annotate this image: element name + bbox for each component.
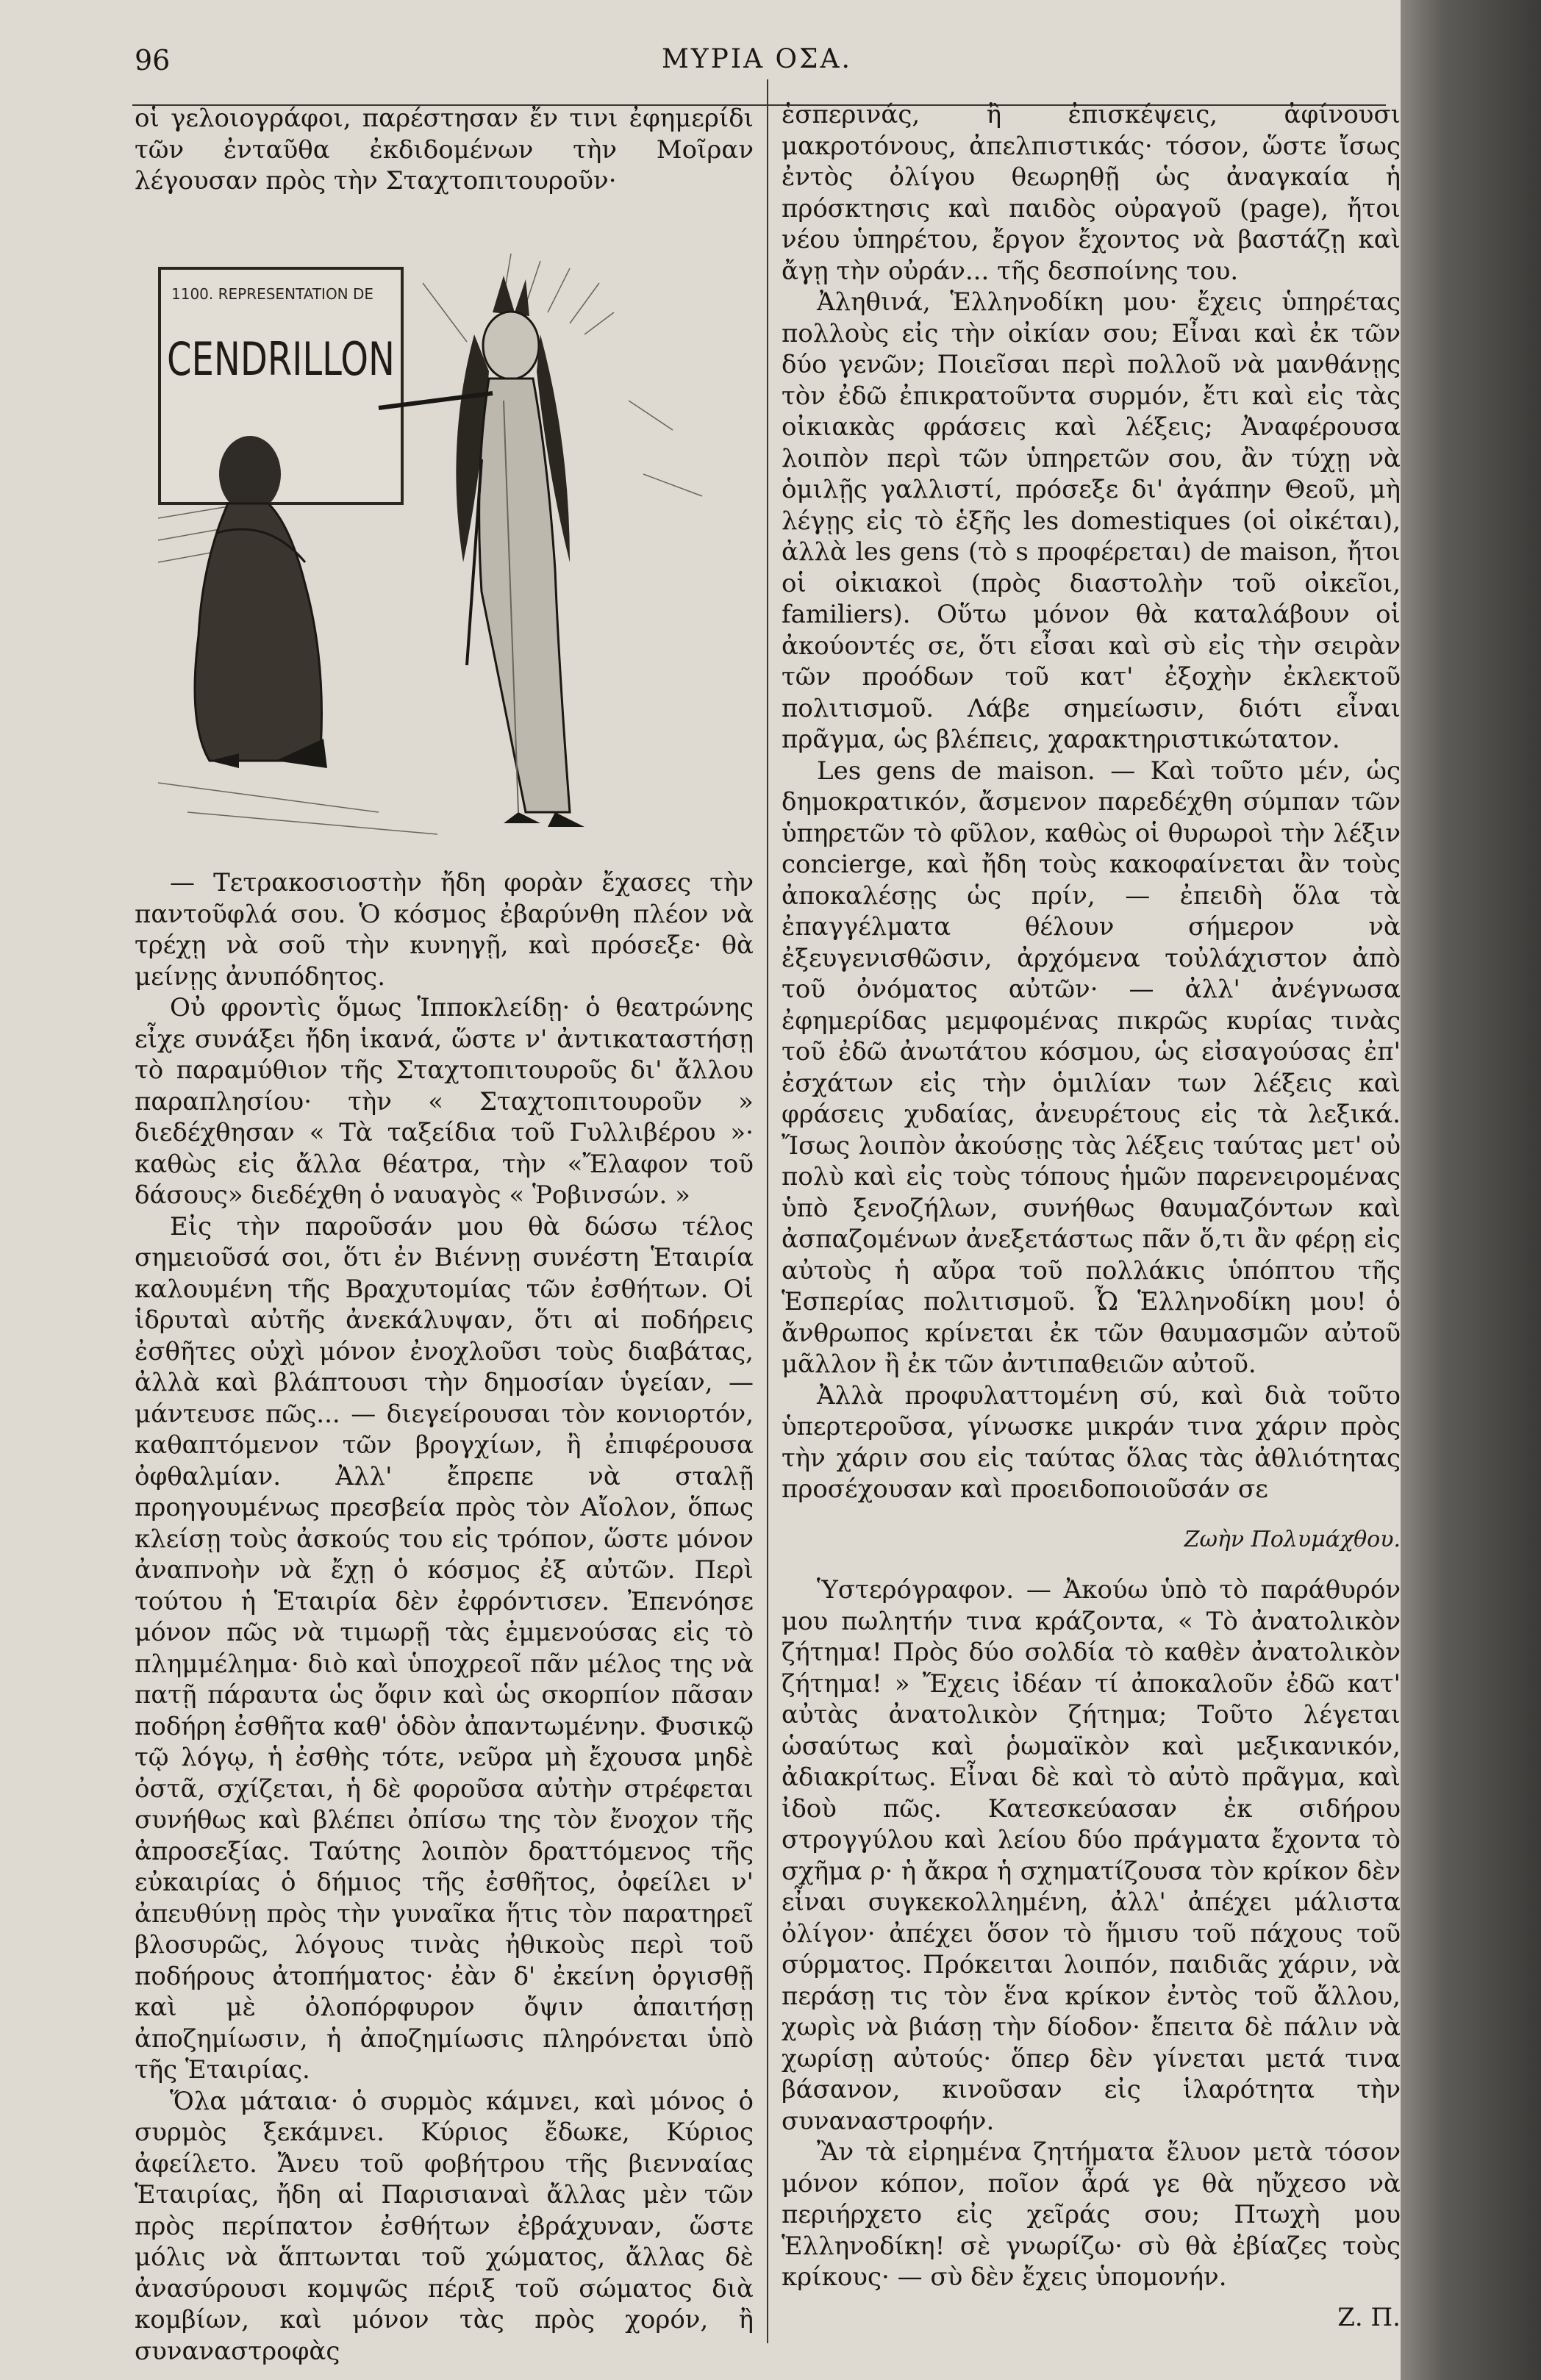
left-paragraph-1: — Τετρακοσιοστὴν ἤδη φορὰν ἔχασες τὴν παντοῦφλά σου. Ὁ κόσμος ἐβαρύνθη πλέον νὰ τρέχῃ νὰ σοῦ τὴν κυνηγῇ, καὶ πρόσεξε· θὰ μείνῃς ἀνυπόδητος. (135, 868, 754, 992)
left-paragraph-2: Οὐ φροντὶς ὅμως Ἱπποκλείδῃ· ὁ θεατρώνης εἶχε συνάξει ἤδη ἱκανά, ὥστε ν' ἀντικαταστήσῃ τὸ παραμύθιον τῆς Σταχτοπιτουροῦς δι' ἄλλου παραπλησίου· τὴν « Σταχτοπιτουροῦν » διεδέχθησαν « Τὰ ταξείδια τοῦ Γυλλιβέρου »· καθὼς εἰς ἄλλα θέατρα, τὴν «Ἔλαφον τοῦ δάσους» διεδέχθη ὁ ναυαγὸς « Ῥοβινσών. » (135, 993, 754, 1210)
postscript-paragraph-2: Ἂν τὰ εἰρημένα ζητήματα ἔλυον μετὰ τόσον μόνον κόπον, ποῖον ἆρά γε θὰ ηὔχεσο νὰ περιήρχετο εἰς χεῖράς σου; Πτωχὴ μου Ἑλληνοδίκη! σὲ γνωρίζω· σὺ θὰ ἐβίαζες τοὺς κρίκους· — σὺ δὲν ἔχεις ὑπομονήν. (782, 2137, 1401, 2292)
left-paragraph-3: Εἰς τὴν παροῦσάν μου θὰ δώσω τέλος σημειοῦσά σοι, ὅτι ἐν Βιέννῃ συνέστη Ἑταιρία καλουμένη τῆς Βραχυτομίας τῶν ἐσθήτων. Οἱ ἱδρυταὶ αὐτῆς ἀνεκάλυψαν, ὅτι αἱ ποδήρεις ἐσθῆτες οὐχὶ μόνον ἐνοχλοῦσι τοὺς διαβάτας, ἀλλὰ καὶ βλάπτουσι τὴν δημοσίαν ὑγείαν, — μάντευσε πῶς... — διεγείρουσαι τὸν κονιορτόν, καθαπτόμενον τῶν βρογχίων, ἢ ἐπιφέρουσα ὀφθαλμίαν. Ἀλλ' ἔπρεπε νὰ σταλῇ προηγουμένως πρεσβεία πρὸς τὸν Αἴολον, ὅπως κλείσῃ τοὺς ἀσκούς του εἰς τρόπον, ὥστε μόνον ἀναπνοὴν νὰ ἔχῃ ὁ κόσμος ἐξ αὐτῶν. Περὶ τούτου ἡ Ἑταιρία δὲν ἐφρόντισεν. Ἐπενόησε μόνον πῶς νὰ τιμωρῇ τὰς ἐμμενούσας εἰς τὸ πλημμέλημα· διὸ καὶ ὑποχρεοῖ πᾶν μέλος της νὰ πατῇ πάραυτα ὡς ὄφιν καὶ ὡς σκορπίον πᾶσαν ποδήρη ἐσθῆτα καθ' ὁδὸν ἀπαντωμένην. Φυσικῷ τῷ λόγῳ, ἡ ἐσθὴς τότε, νεῦρα μὴ ἔχουσα μηδὲ ὀστᾶ, σχίζεται, ἡ δὲ φοροῦσα αὐτὴν στρέφεται συνήθως καὶ βλέπει ὀπίσω της τὸν ἔνοχον τῆς ἀπροσεξίας. Ταύτης λοιπὸν δραττόμενος τῆς εὐκαιρίας ὁ δήμιος τῆς ἐσθῆτος, ὀφείλει ν' ἀπευθύνῃ πρὸς τὴν γυναῖκα ἥτις τὸν παρατηρεῖ βλοσυρῶς, λόγους τινὰς ἠθικοὺς περὶ τοῦ ποδήρους ἀτοπήματος· ἐὰν δ' ἐκείνη ὀργισθῇ καὶ μὲ ὀλοπόρφυρον ὄψιν ἀπαιτήσῃ ἀποζημίωσιν, ἡ ἀποζημίωσις πληρόνεται ὑπὸ τῆς Ἑταιρίας. (135, 1211, 754, 2085)
fairy-figure (379, 276, 584, 827)
poster-small-text: 1100. REPRESENTATION DE (171, 285, 374, 303)
left-column (135, 867, 754, 2367)
right-paragraph-1: ἑσπερινάς, ἢ ἐπισκέψεις, ἀφίνουσι μακροτόνους, ἀπελπιστικάς· τόσον, ὥστε ἴσως ἐντὸς ὀλίγου θεωρηθῇ ὡς ἀναγκαία ἡ πρόσκτησις καὶ παιδὸς οὐραγοῦ (page), ἤτοι νέου ὑπηρέτου, ἔργον ἔχοντος νὰ βαστάζῃ καὶ ἄγῃ τὴν οὐράν... τῆς δεσποίνης του. (782, 100, 1401, 286)
right-column (782, 99, 1401, 2333)
signature: Ζωὴν Πολυμάχθου. (1184, 1526, 1401, 1552)
left-paragraph-4: Ὅλα μάταια· ὁ συρμὸς κάμνει, καὶ μόνος ὁ συρμὸς ξεκάμνει. Κύριος ἔδωκε, Κύριος ἀφείλετο. Ἄνευ τοῦ φοβήτρου τῆς βιενναίας Ἑταιρίας, ἤδη αἱ Παρισιαναὶ ἄλλας μὲν τῶν πρὸς περίπατον ἐσθήτων ἐβράχυναν, ὥστε μόλις νὰ ἅπτωνται τοῦ χώματος, ἄλλας δὲ ἀνασύρουσι κομψῶς πέριξ τοῦ σώματος διὰ κομβίων, καὶ μόνον τὰς πρὸς χορόν, ἢ συναναστροφὰς (135, 2086, 754, 2366)
column-divider (767, 79, 768, 2343)
cartoon-drawing (158, 254, 732, 842)
poster-title: CENDRILLON (167, 332, 395, 386)
running-title: ΜΥΡΙΑ ΟΣΑ. (662, 44, 852, 74)
intro-text: οἱ γελοιογράφοι, παρέστησαν ἔν τινι ἐφημερίδι τῶν ἐνταῦθα ἐκδιδομένων τὴν Μοῖραν λέγουσαν πρὸς τὴν Σταχτοπιτουροῦν· (135, 104, 754, 196)
page-header (0, 29, 1401, 88)
left-column-intro (135, 103, 754, 197)
cartoon-illustration (158, 254, 732, 842)
poster-frame (160, 268, 402, 503)
author-initials: Ζ. Π. (1337, 2302, 1401, 2332)
right-paragraph-3: Les gens de maison. — Καὶ τοῦτο μέν, ὡς δημοκρατικόν, ἄσμενον παρεδέχθη σύμπαν τῶν ὑπηρετῶν τὸ φῦλον, καθὼς οἱ θυρωροὶ τὴν λέξιν concierge, καὶ ἤδη τοὺς κακοφαίνεται ἂν τοὺς ἀποκαλέσῃς ὡς πρίν, — ἐπειδὴ ὅλα τὰ ἐπαγγέλματα θέλουν σήμερον νὰ ἐξευγενισθῶσιν, ἀρχόμενα τοὐλάχιστον ἀπὸ τοῦ ὀνόματος αὐτῶν· — ἀλλ' ἀνέγνωσα ἐφημερίδας μεμφομένας πικρῶς κυρίας τινὰς τοῦ ἐδῶ ἀνωτάτου κόσμου, ὡς εἰσαγούσας ἐπ' ἐσχάτων εἰς τὴν ὁμιλίαν των λέξεις καὶ φράσεις χυδαίας, ἀνευρέτους εἰς τὰ λεξικά. Ἴσως λοιπὸν ἀκούσῃς τὰς λέξεις ταύτας μετ' οὐ πολὺ καὶ εἰς τοὺς τόπους ἡμῶν παρενειρομένας ὑπὸ ξενοζήλων, συνήθως θαυμαζόντων καὶ ἀσπαζομένων ἀνεξετάστως πᾶν ὅ,τι ἂν φέρῃ εἰς αὐτοὺς ἡ αὔρα τοῦ πολλάκις ὑπόπτου τῆς Ἑσπερίας πολιτισμοῦ. Ὦ Ἑλληνοδίκη μου! ὁ ἄνθρωπος κρίνεται ἐκ τῶν θαυμασμῶν αὐτοῦ μᾶλλον ἢ ἐκ τῶν ἀντιπαθειῶν αὐτοῦ. (782, 756, 1401, 1379)
right-paragraph-2: Ἀληθινά, Ἑλληνοδίκη μου· ἔχεις ὑπηρέτας πολλοὺς εἰς τὴν οἰκίαν σου; Εἶναι καὶ ἐκ τῶν δύο γενῶν; Ποιεῖσαι περὶ πολλοῦ νὰ μανθάνῃς τὸν ἐδῶ ἐπικρατοῦντα συρμόν, ἔτι καὶ εἰς τὰς οἰκιακὰς φράσεις καὶ λέξεις; Ἀναφέρουσα λοιπὸν περὶ τῶν ὑπηρετῶν σου, ἂν τύχῃ νὰ ὁμιλῇς γαλλιστί, πρόσεξε δι' ἀγάπην Θεοῦ, μὴ λέγῃς εἰς τὸ ἑξῆς les domestiques (οἱ οἰκέται), ἀλλὰ les gens (τὸ s προφέρεται) de maison, ἤτοι οἱ οἰκιακοὶ (πρὸς διαστολὴν τοῦ οἰκεῖοι, familiers). Οὕτω μόνον θὰ καταλάβουν οἱ ἀκούοντές σε, ὅτι εἶσαι καὶ σὺ εἰς τὴν σειρὰν τῶν προόδων τοῦ κατ' ἐξοχὴν ἐκλεκτοῦ πολιτισμοῦ. Λάβε σημείωσιν, διότι εἶναι πρᾶγμα, ὡς βλέπεις, χαρακτηριστικώτατον. (782, 287, 1401, 754)
right-paragraph-4: Ἀλλὰ προφυλαττομένη σύ, καὶ διὰ τοῦτο ὑπερτεροῦσα, γίνωσκε μικράν τινα χάριν πρὸς τὴν χάριν σου εἰς ταύτας ὅλας τὰς ἀθλιότητας προσέχουσαν καὶ προειδοποιοῦσάν σε (782, 1380, 1401, 1504)
book-binding-edge (1401, 0, 1541, 2380)
postscript-paragraph-1: Ὑστερόγραφον. — Ἀκούω ὑπὸ τὸ παράθυρόν μου πωλητήν τινα κράζοντα, « Τὸ ἀνατολικὸν ζήτημα! Πρὸς δύο σολδία τὸ καθὲν ἀνατολικὸν ζήτημα! » Ἔχεις ἰδέαν τί ἀποκαλοῦν ἐδῶ κατ' αὐτὰς ἀνατολικὸν ζήτημα; Τοῦτο λέγεται ὡσαύτως καὶ ῥωμαϊκὸν καὶ μεξικανικόν, ἀδιακρίτως. Εἶναι δὲ καὶ τὸ αὐτὸ πρᾶγμα, καὶ ἰδοὺ πῶς. Κατεσκεύασαν ἐκ σιδήρου στρογγύλου καὶ λείου δύο πράγματα ἔχοντα τὸ σχῆμα ρ· ἡ ἄκρα ἡ σχηματίζουσα τὸν κρίκον δὲν εἶναι συγκεκολλημένη, ἀλλ' ἀπέχει μάλιστα ὀλίγον· ἀπέχει ὅσον τὸ ἥμισυ τοῦ πάχους τοῦ σύρματος. Πρόκειται λοιπόν, παιδιᾶς χάριν, νὰ περάσῃ τις τὸν ἕνα κρίκον ἐντὸς τοῦ ἄλλου, χωρὶς νὰ βιάσῃ τὴν δίοδον· ἔπειτα δὲ πάλιν νὰ χωρίσῃ αὐτούς· ὅπερ δὲν γίνεται μετά τινα βάσανον, κινοῦσαν εἰς ἱλαρότητα τὴν συναναστροφήν. (782, 1575, 1401, 2136)
page-number: 96 (135, 44, 171, 76)
